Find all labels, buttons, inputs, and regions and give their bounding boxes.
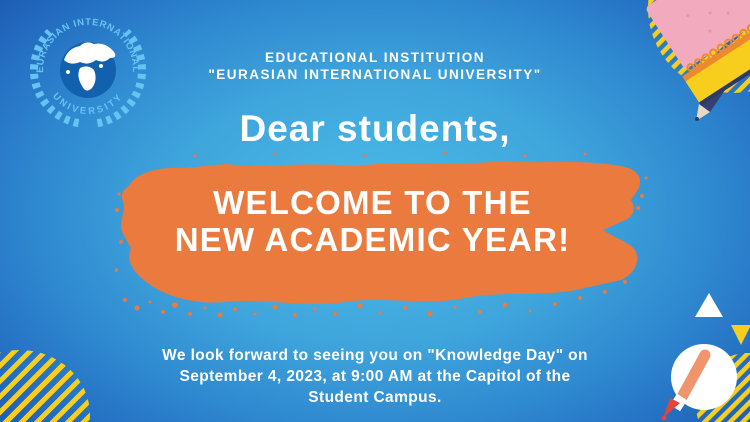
white-triangle-icon [695, 293, 723, 317]
event-details-line2: September 4, 2023, at 9:00 AM at the Capitol of the [179, 368, 571, 385]
greeting-title: Dear students, [239, 108, 511, 149]
welcome-banner-line1: WELCOME TO THE [213, 184, 532, 221]
welcome-banner [0, 184, 745, 258]
yellow-triangle-icon [731, 325, 750, 345]
event-details-line1: We look forward to seeing you on "Knowledge Day" on [162, 347, 588, 364]
event-details-line3: Student Campus. [308, 389, 442, 406]
welcome-banner-line2: NEW ACADEMIC YEAR! [174, 221, 571, 258]
logo-arc-top-text: EURASIAN INTERNATIONAL [34, 16, 142, 73]
institution-header-line1: EDUCATIONAL INSTITUTION [265, 50, 485, 65]
logo-arc-bottom-text: UNIVERSITY [50, 90, 126, 118]
top-right-decoration [610, 0, 750, 135]
bottom-right-decoration [630, 277, 750, 422]
institution-header-line2: "EURASIAN INTERNATIONAL UNIVERSITY" [208, 67, 542, 82]
